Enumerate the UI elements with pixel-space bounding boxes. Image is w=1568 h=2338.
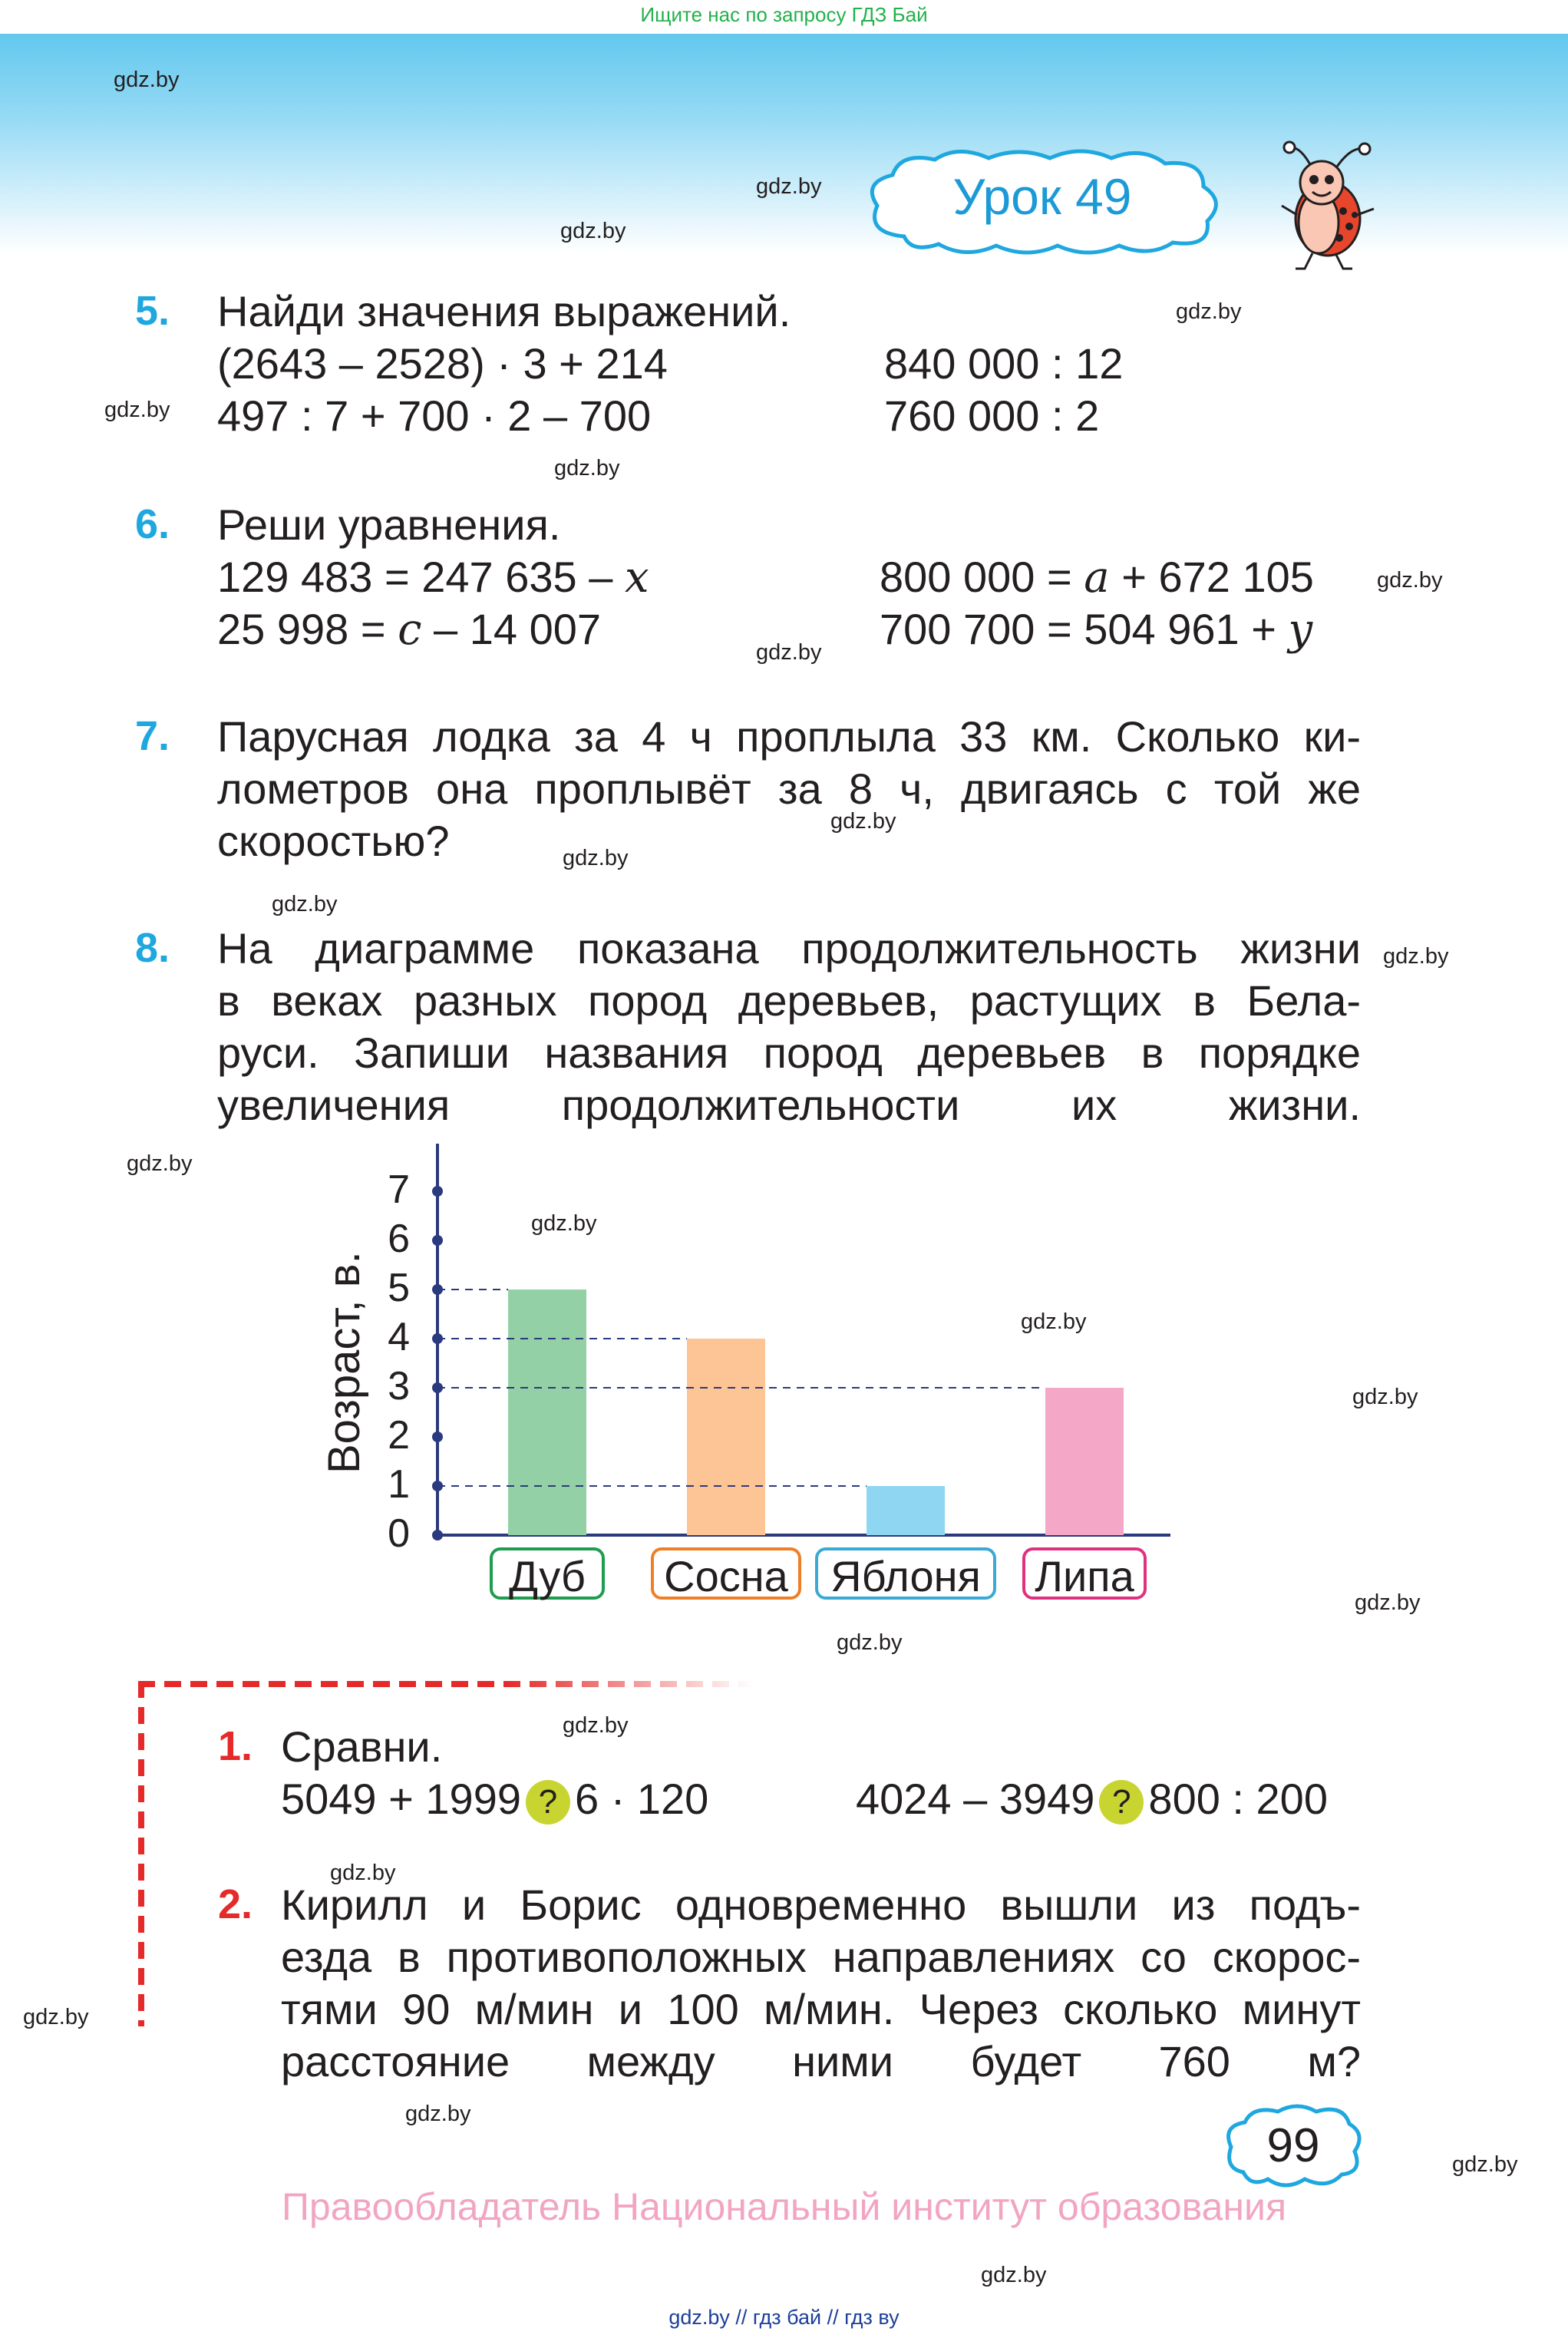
- watermark: gdz.by: [563, 1713, 629, 1738]
- watermark: gdz.by: [1452, 2152, 1518, 2177]
- watermark: gdz.by: [1021, 1309, 1087, 1334]
- text-line: скоростью?: [217, 817, 450, 865]
- watermark: gdz.by: [114, 68, 180, 92]
- equation: [217, 603, 601, 656]
- watermark: gdz.by: [531, 1211, 597, 1236]
- equation: [880, 551, 1314, 604]
- chart-category-label: Дуб: [490, 1547, 605, 1600]
- watermark: gdz.by: [837, 1630, 903, 1655]
- chart-y-tick-label: 2: [388, 1413, 410, 1458]
- text-line: тями 90 м/мин и 100 м/мин. Через сколько минут: [281, 1985, 1361, 2033]
- compare-text: 800 : 200: [1148, 1775, 1328, 1823]
- compare-text: 4024 – 3949: [856, 1775, 1095, 1823]
- watermark: gdz.by: [272, 892, 338, 916]
- chart-bar: [1045, 1388, 1124, 1535]
- text-line: увеличения продолжительности их жизни.: [217, 1081, 1361, 1129]
- watermark: gdz.by: [560, 219, 626, 243]
- review-1-number: 1.: [218, 1723, 253, 1769]
- review-2-number: 2.: [218, 1881, 253, 1927]
- task-5-expr: 840 000 : 12: [884, 339, 1124, 388]
- equation-text: 700 700 = 504 961 +: [880, 605, 1276, 653]
- chart-tick-dot: [432, 1186, 443, 1197]
- task-8-text: [217, 923, 1361, 1131]
- equation-text: + 672 105: [1121, 553, 1314, 601]
- variable-y: y: [1288, 605, 1313, 655]
- watermark: gdz.by: [104, 398, 170, 422]
- watermark: gdz.by: [756, 174, 822, 199]
- watermark: gdz.by: [554, 456, 620, 480]
- text-line: Кирилл и Борис одновременно вышли из подъ-: [281, 1881, 1361, 1929]
- top-banner: [0, 0, 1568, 34]
- review-border-vertical: [138, 1681, 144, 2026]
- text-line: Парусная лодка за 4 ч проплыла 33 км. Сколько ки-: [217, 712, 1361, 761]
- task-5-expr: 497 : 7 + 700 · 2 – 700: [217, 391, 652, 440]
- text-line: руси. Запиши названия пород деревьев в порядке: [217, 1029, 1361, 1077]
- variable-c: c: [398, 605, 422, 655]
- chart-category-label: Сосна: [651, 1547, 801, 1600]
- watermark: gdz.by: [1383, 944, 1449, 969]
- task-5-title: Найди значения выражений.: [217, 287, 791, 335]
- text-line: лометров она проплывёт за 8 ч, двигаясь с той же: [217, 764, 1361, 813]
- watermark: gdz.by: [127, 1151, 193, 1176]
- text-line: расстояние между ними будет 760 м?: [281, 2037, 1361, 2085]
- chart-y-tick-label: 4: [388, 1315, 410, 1359]
- chart-y-tick-label: 3: [388, 1364, 410, 1408]
- ladybug-icon: [1274, 138, 1381, 276]
- text-line: езда в противоположных направлениях со скорос-: [281, 1933, 1361, 1981]
- question-mark-icon: ?: [526, 1780, 570, 1824]
- task-6-title: Реши уравнения.: [217, 500, 561, 549]
- compare-text: 5049 + 1999: [281, 1775, 521, 1823]
- lesson-title: Урок 49: [952, 168, 1132, 225]
- variable-a: a: [1084, 553, 1110, 603]
- review-2-text: [281, 1879, 1361, 2088]
- chart-y-tick-label: 5: [388, 1266, 410, 1310]
- chart-tick-dot: [432, 1530, 443, 1541]
- review-1-title: Сравни.: [281, 1722, 443, 1771]
- chart-y-tick-label: 0: [388, 1511, 410, 1556]
- task-5-expr: 760 000 : 2: [884, 391, 1100, 440]
- equation-text: 25 998 =: [217, 605, 386, 653]
- watermark: gdz.by: [1355, 1590, 1421, 1615]
- copyright-note: Правообладатель Национальный институт образования: [281, 2185, 1287, 2228]
- chart-y-axis-label: Возраст, в.: [319, 1251, 369, 1474]
- watermark: gdz.by: [1352, 1385, 1418, 1409]
- watermark: gdz.by: [405, 2102, 471, 2126]
- watermark: gdz.by: [330, 1861, 396, 1885]
- watermark: gdz.by: [1176, 299, 1242, 324]
- watermark: gdz.by: [830, 809, 896, 834]
- page-number: 99: [1266, 2119, 1320, 2172]
- chart-bar: [508, 1290, 586, 1535]
- watermark: gdz.by: [1377, 568, 1443, 593]
- text-line: в веках разных пород деревьев, растущих в Бела-: [217, 976, 1361, 1025]
- task-8-number: 8.: [135, 925, 170, 971]
- watermark: gdz.by: [23, 2005, 89, 2029]
- watermark: gdz.by: [756, 640, 822, 665]
- equation-text: – 14 007: [434, 605, 602, 653]
- chart-category-label: Липа: [1022, 1547, 1147, 1600]
- footer-links[interactable]: gdz.by // гдз бай // гдз ву: [668, 2306, 900, 2329]
- task-5-number: 5.: [135, 288, 170, 334]
- watermark: gdz.by: [981, 2263, 1047, 2287]
- compare-right: [856, 1773, 1328, 1825]
- chart-y-tick-label: 6: [388, 1217, 410, 1261]
- top-banner-text[interactable]: Ищите нас по запросу ГДЗ Бай: [640, 3, 928, 26]
- task-6-number: 6.: [135, 501, 170, 547]
- equation: [217, 551, 649, 604]
- chart-bar: [867, 1486, 945, 1535]
- chart-bar: [687, 1339, 765, 1535]
- review-border-horizontal: [138, 1681, 752, 1687]
- compare-left: [281, 1773, 708, 1825]
- compare-text: 6 · 120: [574, 1775, 709, 1823]
- variable-x: x: [624, 553, 649, 603]
- text-line: На диаграмме показана продолжительность жизни: [217, 924, 1361, 973]
- equation: [880, 603, 1312, 656]
- task-5-expr: (2643 – 2528) · 3 + 214: [217, 339, 668, 388]
- bar-chart: [307, 1128, 1197, 1620]
- question-mark-icon: ?: [1099, 1780, 1144, 1824]
- chart-tick-dot: [432, 1432, 443, 1442]
- chart-y-tick-label: 1: [388, 1462, 410, 1507]
- equation-text: 800 000 =: [880, 553, 1072, 601]
- chart-category-label: Яблоня: [815, 1547, 996, 1600]
- task-7-number: 7.: [135, 713, 170, 759]
- chart-tick-dot: [432, 1235, 443, 1246]
- equation-text: 129 483 = 247 635 –: [217, 553, 613, 601]
- watermark: gdz.by: [563, 846, 629, 870]
- task-7-text: [217, 711, 1361, 867]
- chart-y-tick-label: 7: [388, 1167, 410, 1212]
